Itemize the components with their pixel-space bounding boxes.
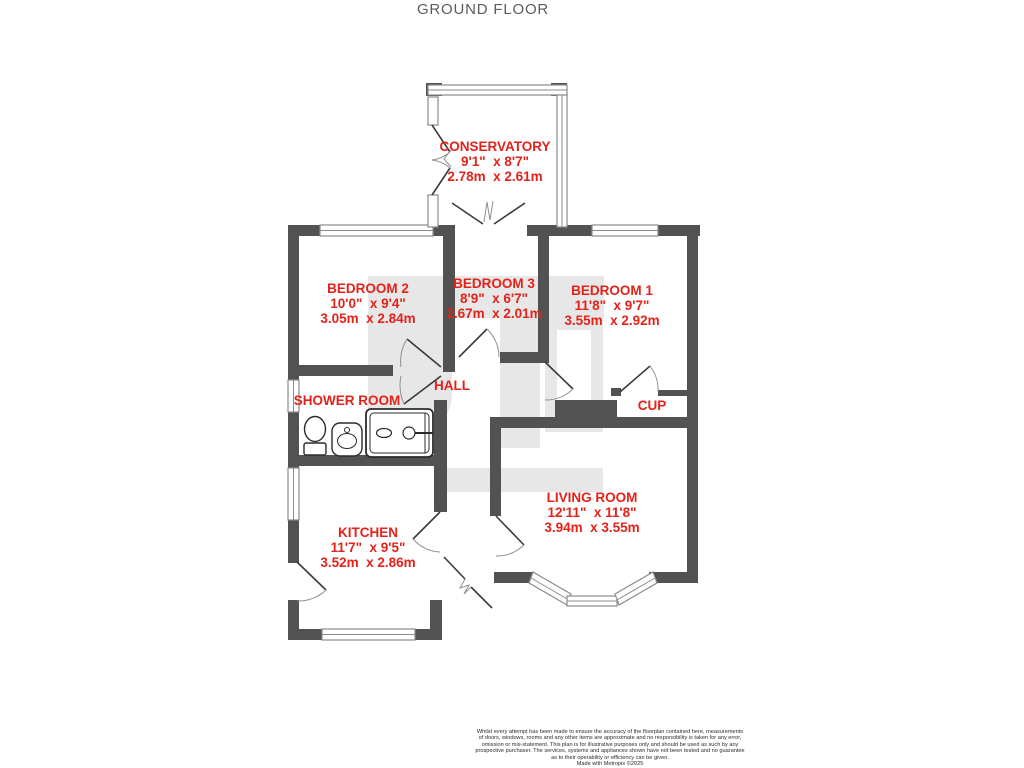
conservatory-window [428,97,438,125]
room-name: CUP [637,398,667,413]
room-dim-metric: 2.78m x 2.61m [447,169,543,184]
room-name: LIVING ROOM [546,490,638,505]
watermark-shape [447,468,603,492]
room-name: BEDROOM 3 [453,276,535,291]
room-name: BEDROOM 2 [327,281,409,296]
room-dim-metric: 3.55m x 2.92m [564,313,660,328]
wall-segment [490,417,501,516]
disclaimer-line: as to their operability or efficiency can be given. [551,754,669,761]
room-label-bedroom2 [320,281,415,326]
wall-segment [288,365,393,376]
double-doors-conservatory-house [452,201,525,224]
fixtures [304,409,433,457]
wall-segment [288,225,299,380]
room-label-hall [434,378,470,393]
room-label-cupboard [638,398,667,413]
wall-segment [611,388,621,396]
disclaimer-line: Whilst every attempt has been made to ensure the accuracy of the floorplan contained here, measurements [476,729,744,735]
wall-segment [555,400,617,427]
room-dim-imperial: 11'8" x 9'7" [574,298,650,313]
basin-icon [332,423,362,456]
wall-segment [494,572,535,583]
page-title: GROUND FLOOR [416,1,550,18]
room-label-kitchen [320,525,415,570]
shower-icon [366,409,433,457]
toilet-icon [304,417,326,456]
disclaimer [450,729,770,767]
disclaimer-line: omission or mis-statement. This plan is for illustrative purposes only and should be used as such by any [481,741,739,748]
room-dim-imperial: 9'1" x 8'7" [460,154,529,169]
room-label-bedroom3 [446,276,541,321]
room-name: SHOWER ROOM [293,393,401,408]
wall-segment [500,352,538,363]
door-hall-living [496,516,524,556]
room-dim-imperial: 8'9" x 6'7" [459,291,529,306]
room-dim-imperial: 11'7" x 9'5" [330,540,406,555]
room-dim-metric: 2.67m x 2.01m [446,306,542,321]
room-name: KITCHEN [337,525,398,540]
made-with-credit: Made with Metropix ©2025 [576,761,644,768]
wall-segment [434,400,447,512]
room-name: BEDROOM 1 [571,283,653,298]
wall-segment [288,520,299,563]
watermark-shape [500,318,540,448]
conservatory-window [428,195,438,227]
door-bedroom3 [459,329,499,357]
wall-segment [430,600,442,640]
disclaimer-line: of doors, windows, rooms and any other items are approximate and no responsibility is taken for any error, [478,735,742,742]
door-hall-kitchen [413,512,440,552]
room-label-living-room [544,490,639,535]
wall-segment [658,390,687,396]
room-name: CONSERVATORY [439,139,551,154]
wall-segment [687,225,698,583]
room-dim-imperial: 12'11" x 11'8" [547,505,637,520]
room-dim-metric: 3.94m x 3.55m [544,520,640,535]
room-label-conservatory [439,139,550,184]
double-doors-kitchen-living [444,557,492,608]
room-dim-metric: 3.05m x 2.84m [320,311,416,326]
door-cupboard [620,366,658,392]
room-label-shower-room [294,393,401,408]
room-label-bedroom1 [564,283,659,328]
room-dim-imperial: 10'0" x 9'4" [330,296,406,311]
room-dim-metric: 3.52m x 2.86m [320,555,416,570]
disclaimer-line: prospective purchaser. The services, systems and appliances shown have not been tested and no guarantee [475,748,745,755]
wall-segment [288,629,322,640]
room-name: HALL [434,378,470,393]
